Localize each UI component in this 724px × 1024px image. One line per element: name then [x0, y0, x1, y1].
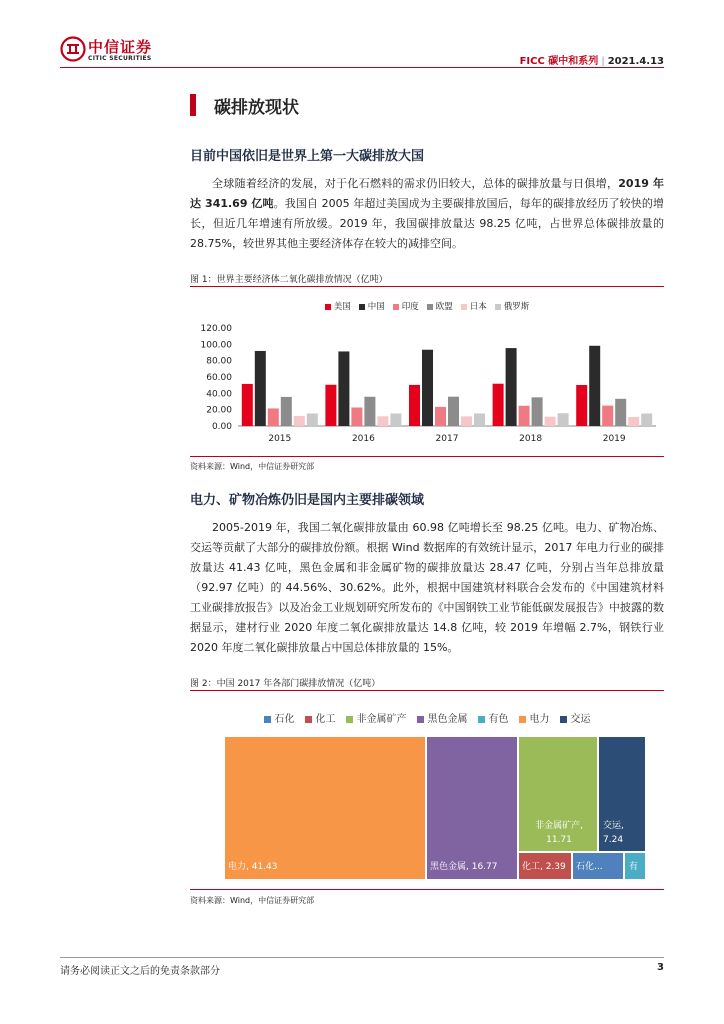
bar-2018-4 [545, 417, 556, 426]
legend-label-1: 中国 [367, 302, 385, 312]
treemap-legend-item-2 [346, 710, 407, 725]
bar-2016-5 [390, 414, 401, 426]
treemap-legend-item-5 [519, 710, 550, 725]
bar-2018-2 [519, 406, 530, 426]
bar-2015-1 [255, 351, 266, 426]
citic-logo-icon [60, 36, 86, 62]
bar-2017-0 [409, 385, 420, 426]
x-tick-label: 2016 [351, 434, 375, 444]
treemap-legend-swatch-4 [478, 716, 485, 723]
bar-2016-1 [338, 351, 349, 426]
legend-item-2 [393, 300, 419, 312]
treemap-legend-label-6: 交运 [570, 714, 591, 725]
treemap-label-ferrous: 黑色金属, 16.77 [430, 862, 498, 872]
header-series: FICC 碳中和系列 [519, 56, 599, 67]
treemap-label-chemical: 化工, 2.39 [522, 862, 566, 872]
treemap-legend-label-5: 电力 [529, 714, 550, 725]
treemap-legend-label-2: 非金属矿产 [356, 714, 407, 725]
bar-2019-1 [589, 346, 600, 426]
y-tick-label: 100.00 [200, 340, 232, 351]
x-tick-label: 2015 [268, 434, 292, 444]
legend-item-3 [427, 300, 453, 312]
legend-item-0 [325, 300, 351, 312]
figure-2-bottom-rule [190, 889, 664, 890]
section-title: 碳排放现状 [214, 98, 299, 118]
paragraph-1 [190, 174, 664, 254]
paragraph-2: 2005-2019 年，我国二氧化碳排放量由 60.98 亿吨增长至 98.25 亿吨。电力、矿物冶炼、交运等贡献了大部分的碳排放份额。根据 Wind 数据库的有效统计显示，2017 年电力行业的碳排放量达 41.43 亿吨，黑色金属和非金属矿物的碳排放量达 28.47 亿吨，分别占当年总排放量（92.97 亿吨）的 44.56%、30.62%。此外，根据中国建筑材料联合会发布的《中国建筑材料工业碳排放报告》以及冶金工业规划研究所发布的《中国钢铁工业节能低碳发展报告》中披露的数据显示，建材行业 2020 年度二氧化碳排放量达 14.8 亿吨，较 2019 年增幅 2.7%，钢铁行业 2020 年度二氧化碳排放量占中国总体排放量的 15%。 [190, 521, 664, 654]
treemap-label-nonmetal-b: 11.71 [546, 835, 572, 845]
treemap-legend-label-3: 黑色金属 [427, 714, 468, 725]
y-tick-label: 120.00 [200, 324, 232, 334]
treemap-legend-item-3 [417, 710, 468, 725]
header-divider [60, 67, 664, 68]
treemap-cell-petrochem [572, 852, 624, 880]
subheading-1: 目前中国依旧是世界上第一大碳排放大国 [190, 149, 425, 164]
legend-label-4: 日本 [469, 302, 487, 312]
header-date: 2021.4.13 [607, 56, 664, 67]
treemap-cell-nonmetal [518, 736, 598, 852]
legend-swatch-1 [359, 304, 365, 310]
y-tick-label: 60.00 [206, 373, 232, 383]
treemap-cell-nonferrous [624, 852, 646, 880]
treemap-label-nonferrous: 有 [629, 862, 639, 872]
treemap-legend-swatch-1 [305, 716, 312, 723]
paragraph-1-bold: 2019 年达 341.69 亿吨 [190, 177, 664, 210]
treemap-legend-label-1: 化工 [315, 714, 336, 725]
treemap-legend-item-1 [305, 710, 336, 725]
y-tick-label: 80.00 [206, 356, 232, 367]
treemap-cell-power [224, 736, 426, 880]
bar-2019-4 [628, 417, 639, 426]
figure-1-top-rule [190, 286, 664, 287]
figure-1-source: 资料来源：Wind，中信证券研究部 [190, 462, 315, 471]
header-series-date: FICC 碳中和系列 | 2021.4.13 [519, 56, 664, 67]
treemap-cell-chemical [518, 852, 572, 880]
treemap-legend-swatch-5 [519, 716, 526, 723]
logo-text-cn: 中信证券 [88, 38, 153, 56]
bar-2016-4 [377, 416, 388, 426]
figure-1-caption: 图 1：世界主要经济体二氧化碳排放情况（亿吨） [190, 275, 388, 285]
legend-swatch-4 [461, 304, 467, 310]
legend-swatch-3 [427, 304, 433, 310]
treemap-legend-item-6 [560, 710, 591, 725]
bar-2018-0 [493, 384, 504, 426]
legend-swatch-5 [495, 304, 501, 310]
bar-2015-4 [294, 416, 305, 426]
bar-2018-1 [506, 348, 517, 426]
treemap-label-transport-a: 交运, [603, 821, 624, 831]
figure-2-top-rule [190, 690, 664, 691]
y-tick-label: 40.00 [206, 389, 232, 400]
bar-2016-0 [325, 385, 336, 426]
page-number: 3 [657, 962, 664, 973]
treemap-label-nonmetal-a: 非金属矿产, [535, 821, 583, 831]
bar-2019-3 [615, 399, 626, 426]
paragraph-1-a: 全球随着经济的发展，对于化石燃料的需求仍旧较大，总体的碳排放量与日俱增， [212, 177, 619, 190]
footer-divider [60, 957, 664, 958]
treemap-label-power: 电力, 41.43 [228, 862, 278, 872]
figure-1-bottom-rule [190, 456, 664, 457]
treemap-legend-swatch-6 [560, 716, 567, 723]
bar-2015-2 [268, 408, 279, 426]
treemap-legend-swatch-0 [264, 716, 271, 723]
bar-2019-5 [641, 414, 652, 426]
bar-2019-0 [576, 385, 587, 426]
y-tick-label: 0.00 [211, 422, 232, 432]
bar-2018-5 [558, 413, 569, 426]
bar-2017-1 [422, 350, 433, 426]
treemap-legend-label-4: 有色 [488, 714, 509, 725]
bar-2015-3 [281, 397, 292, 426]
legend-label-0: 美国 [333, 302, 351, 312]
treemap-legend-item-0 [264, 710, 295, 725]
legend-item-4 [461, 300, 487, 312]
legend-label-5: 俄罗斯 [503, 302, 530, 312]
y-tick-label: 20.00 [206, 405, 232, 416]
bar-chart [190, 318, 664, 448]
bar-2016-2 [351, 407, 362, 426]
treemap-label-petrochem: 石化... [576, 862, 603, 872]
bar-2017-2 [435, 407, 446, 426]
x-tick-label: 2019 [602, 434, 626, 444]
figure-2-caption: 图 2：中国 2017 年各部门碳排放情况（亿吨） [190, 679, 381, 689]
legend-label-3: 欧盟 [435, 302, 453, 312]
treemap-label-transport-b: 7.24 [603, 835, 624, 845]
footer-disclaimer: 请务必阅读正文之后的免责条款部分 [60, 966, 220, 977]
figure-2-source: 资料来源：Wind，中信证券研究部 [190, 896, 315, 905]
paragraph-1-c: 。我国自 2005 年超过美国成为主要碳排放国后，每年的碳排放经历了较快的增长，但近几年增速有所放缓。2019 年，我国碳排放量达 98.25 亿吨，占世界总体碳排放量的 28.75%，较世界其他主要经济体存在较大的减排空间。 [190, 197, 664, 250]
bar-2015-5 [307, 414, 318, 426]
legend-item-5 [495, 300, 530, 312]
bar-2018-3 [532, 397, 543, 426]
treemap [224, 736, 646, 880]
legend-label-2: 印度 [401, 302, 419, 312]
section-marker [190, 94, 196, 116]
bar-2016-3 [364, 397, 375, 426]
treemap-legend-swatch-2 [346, 716, 353, 723]
logo-text-en: CITIC SECURITIES [88, 55, 152, 62]
legend-item-1 [359, 300, 385, 312]
legend-swatch-2 [393, 304, 399, 310]
legend-swatch-0 [325, 304, 331, 310]
treemap-legend-item-4 [478, 710, 509, 725]
x-tick-label: 2018 [519, 434, 543, 444]
treemap-legend [190, 710, 664, 725]
bar-chart-legend [190, 300, 664, 312]
bar-2017-3 [448, 397, 459, 426]
treemap-legend-swatch-3 [417, 716, 424, 723]
treemap-legend-label-0: 石化 [274, 714, 295, 725]
treemap-cell-ferrous [426, 736, 518, 880]
subheading-2: 电力、矿物冶炼仍旧是国内主要排碳领域 [190, 493, 425, 508]
bar-2015-0 [242, 384, 253, 426]
bar-2017-4 [461, 416, 472, 426]
bar-2019-2 [602, 406, 613, 426]
treemap-cell-transport [598, 736, 646, 852]
bar-2017-5 [474, 413, 485, 426]
x-tick-label: 2017 [435, 434, 459, 444]
